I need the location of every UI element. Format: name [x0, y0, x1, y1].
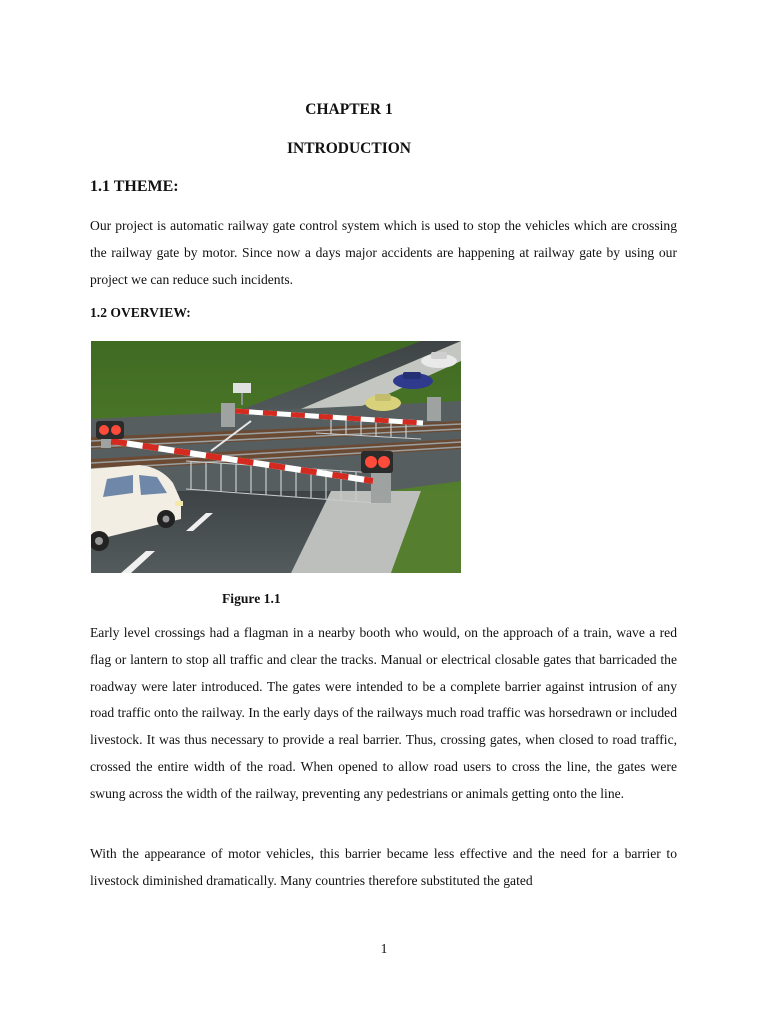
page-number: 1 [380, 941, 388, 956]
chapter-title: INTRODUCTION [286, 140, 411, 157]
overview-paragraph-1: Early level crossings had a flagman in a nearby booth who would, on the approach of a train, wave a red flag or lantern to stop all traffic and clear the tracks. Manual or electrical closable gates that barricaded the roadway were later introduced. The gates were intended to be a complete barrier against intrusion of any road traffic onto the railway. In the early days of the railways much road traffic was horsedrawn or included livestock. It was thus necessary to provide a real barrier. Thus, crossing gates, when closed to road traffic, crossed the entire width of the road. When opened to allow road users to cross the line, the gates were swung across the width of the railway, preventing any pedestrians or animals getting onto the line. [90, 625, 677, 801]
section-heading-theme: 1.1 THEME: [90, 178, 179, 195]
figure-caption: Figure 1.1 [222, 591, 281, 606]
theme-paragraph: Our project is automatic railway gate control system which is used to stop the vehicles which are crossing the railway gate by motor. Since now a days major accidents are happening at railway gate by using our project we can reduce such incidents. [90, 218, 677, 287]
section-heading-overview: 1.2 OVERVIEW: [90, 305, 191, 320]
chapter-label: CHAPTER 1 [305, 101, 393, 118]
level-crossing-illustration [91, 341, 461, 573]
overview-paragraph-2: With the appearance of motor vehicles, this barrier became less effective and the need for a barrier to livestock diminished dramatically. Many countries therefore substituted the gated [90, 846, 677, 888]
level-crossing-figure [91, 341, 461, 573]
